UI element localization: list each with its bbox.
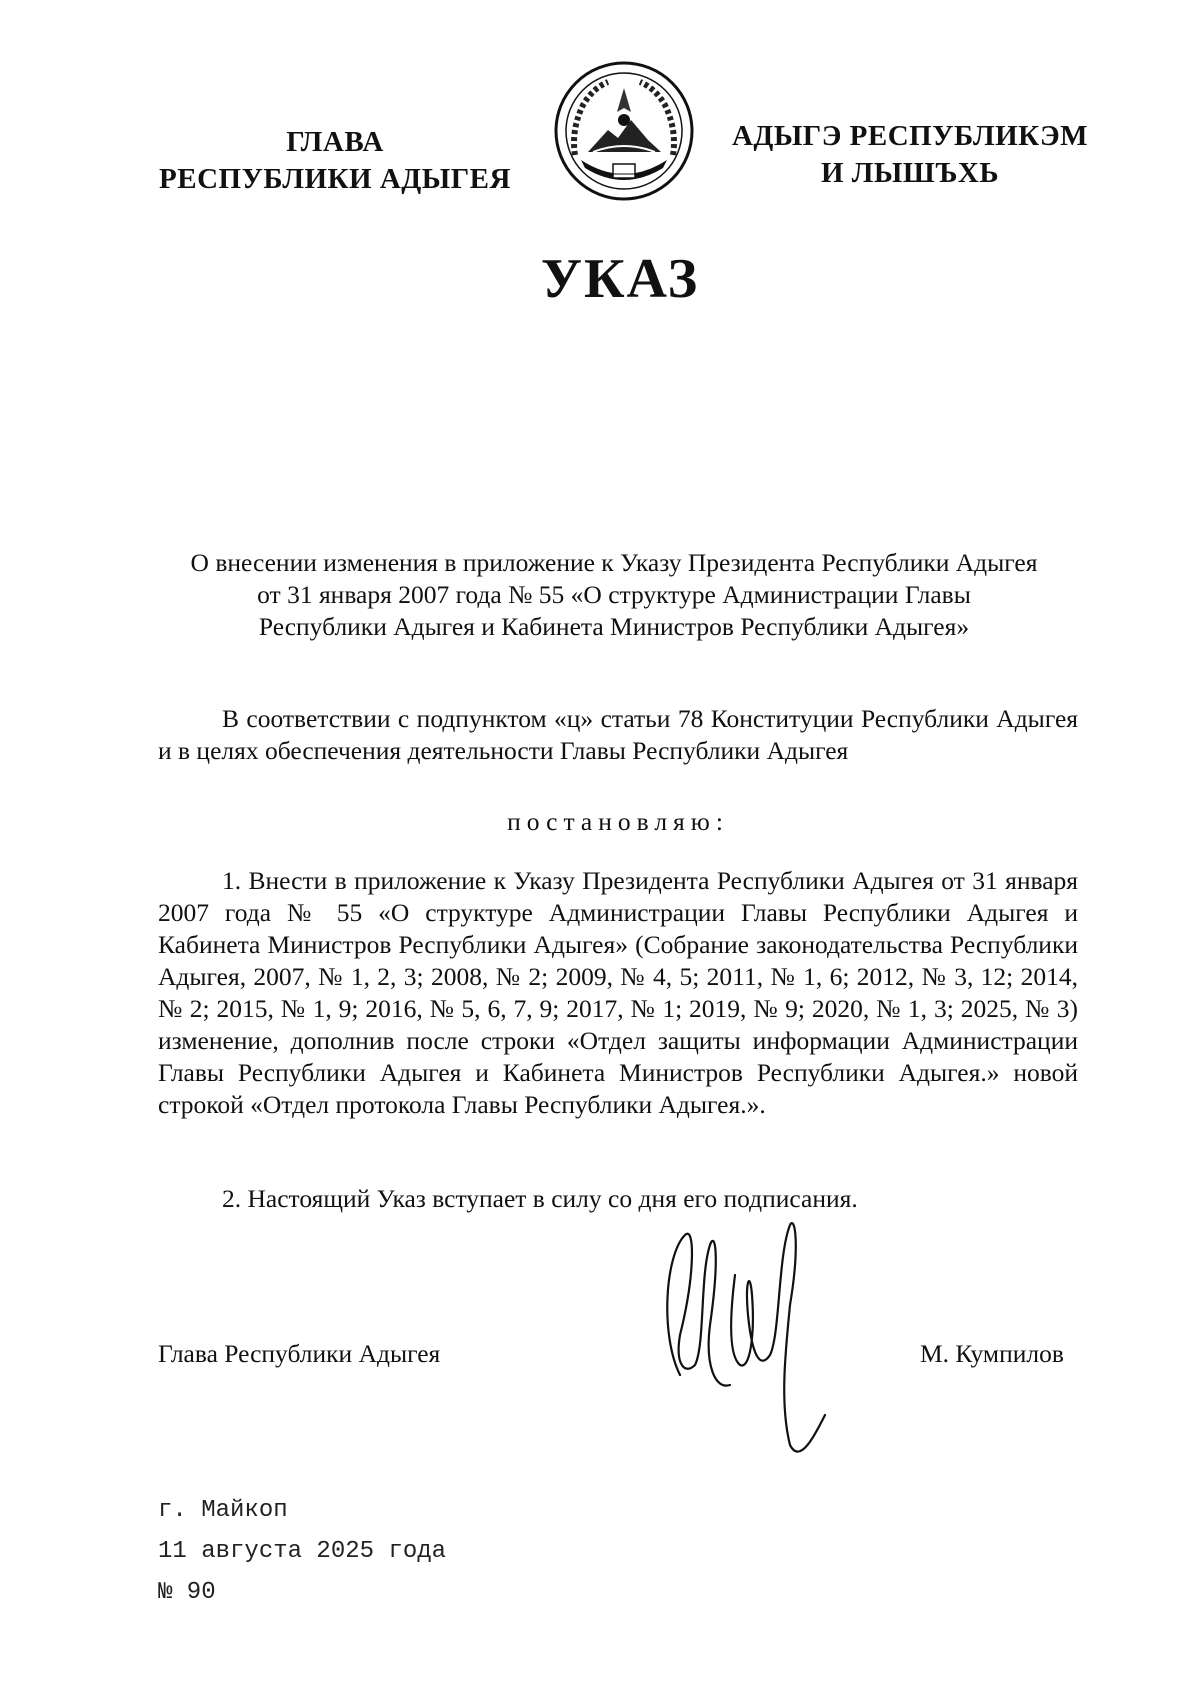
decree-word: постановляю: [507,807,729,836]
header-left-line1: ГЛАВА [286,126,384,158]
item-2: 2. Настоящий Указ вступает в силу со дня его подписания. [222,1184,858,1213]
signatory-name: М. Кумпилов [920,1339,1064,1368]
header-left-line2: РЕСПУБЛИКИ АДЫГЕЯ [159,163,511,195]
header-right-line1: АДЫГЭ РЕСПУБЛИКЭМ [731,120,1089,152]
document-subject [150,547,1078,643]
header-left [120,124,550,198]
header-right-line2: И ЛЫШЪХЬ [820,157,1000,189]
item-1: 1. Внести в приложение к Указу Президента Республики Адыгея от 31 января 2007 года № 55 «О структуре Администрации Главы Республики Адыгея и Кабинета Министров Республики Адыгея» (Собрание законодательства Республики Адыгея, 2007, № 1, 2, 3; 2008, № 2; 2009, № 4, 5; 2011, № 1, 6; 2012, № 3, 12; 2014, № 2; 2015, № 1, 9; 2016, № 5, 6, 7, 9; 2017, № 1; 2019, № 9; 2020, № 1, 3; 2025, № 3) изменение, дополнив после строки «Отдел защиты информации Администрации Главы Республики Адыгея и Кабинета Министров Республики Адыгея.» новой строкой «Отдел протокола Главы Республики Адыгея.». [158,866,1078,1119]
place-date-number [158,1490,446,1613]
subject-line: Республики Адыгея и Кабинета Министров Республики Адыгея» [258,612,970,641]
date: 11 августа 2025 года [158,1538,447,1565]
coat-of-arms-icon [553,60,695,202]
signatory-position: Глава Республики Адыгея [158,1339,441,1368]
handwritten-signature [640,1215,860,1475]
document-number: № 90 [158,1579,216,1606]
header-right [720,118,1100,192]
document-title: УКАЗ [540,248,700,310]
subject-line: О внесении изменения в приложение к Указу Президента Республики Адыгея [190,548,1038,577]
city: г. Майкоп [158,1497,288,1524]
preamble: В соответствии с подпунктом «ц» статьи 78 Конституции Республики Адыгея и в целях обеспечения деятельности Главы Республики Адыгея [158,704,1078,765]
subject-line: от 31 января 2007 года № 55 «О структуре Администрации Главы [257,580,971,609]
